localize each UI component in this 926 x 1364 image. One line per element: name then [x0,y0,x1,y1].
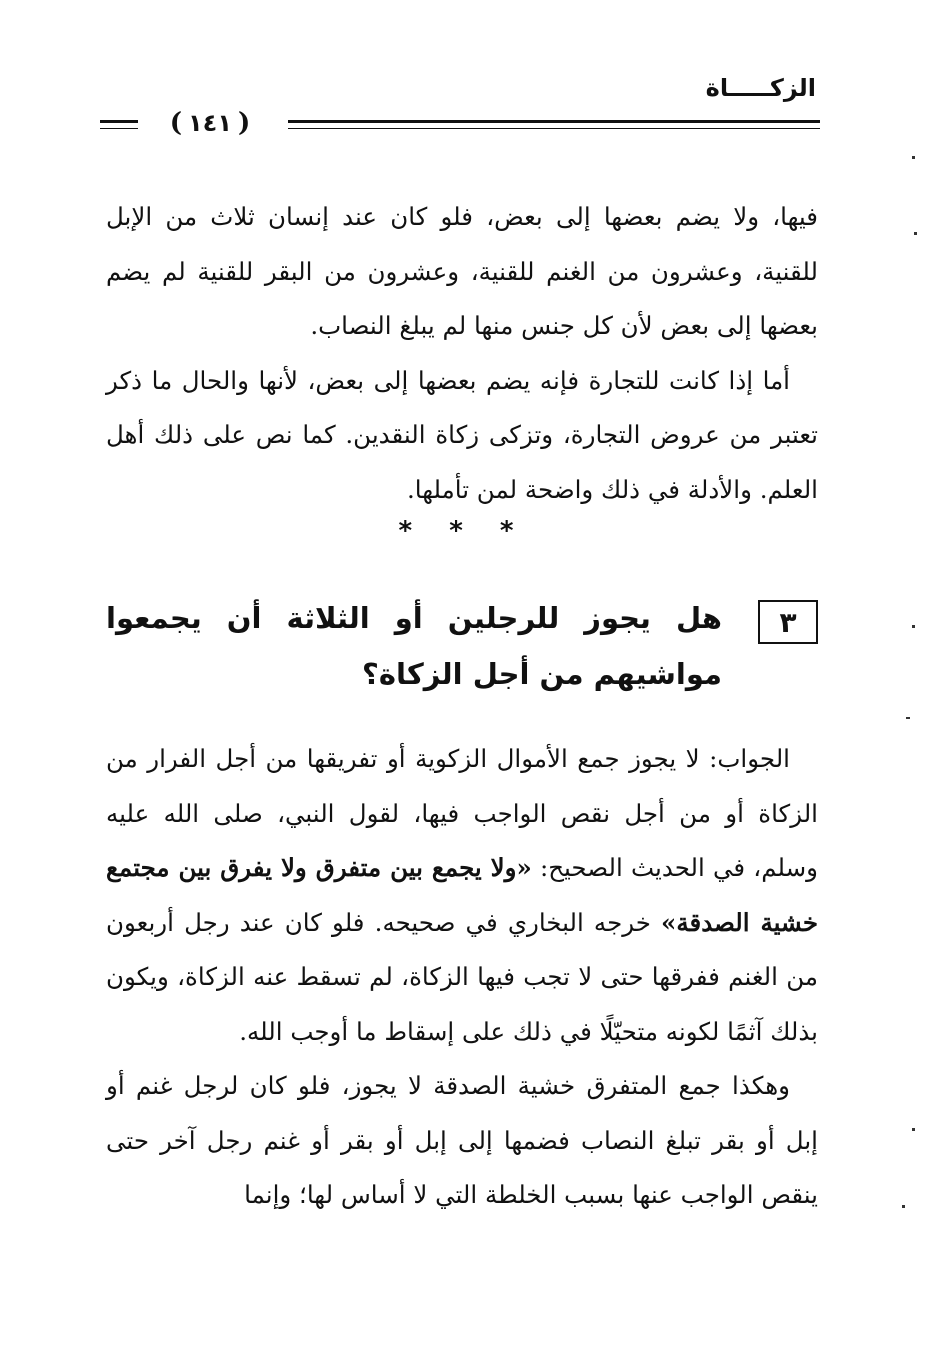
question-heading [106,590,818,702]
body-text-top [106,190,818,517]
header-rule-right [288,120,820,129]
page-number-paren-open: ( [169,108,183,138]
header-rule [100,108,820,140]
margin-speck [906,717,910,719]
margin-speck [902,1205,905,1208]
paragraph-4: وهكذا جمع المتفرق خشية الصدقة لا يجوز، فلو كان لرجل غنم أو إبل أو بقر تبلغ النصاب فضمها إلى إبل أو بقر أو غنم رجل آخر حتى ينقص الواجب عنها بسبب الخلطة التي لا أساس لها؛ وإنما [106,1071,818,1209]
header-rule-left [100,120,138,129]
margin-speck [912,1128,915,1131]
section-separator: * * * [398,516,528,546]
question-number-box: ٣ [758,600,818,644]
question-text: هل يجوز للرجلين أو الثلاثة أن يجمعوا مواشيهم من أجل الزكاة؟ [106,601,722,691]
answer-continuation: خرجه البخاري في صحيحه. فلو كان عند رجل أربعون من الغنم ففرقها حتى لا تجب فيها الزكاة، لم تسقط عنه الزكاة، ويكون بذلك آثمًا لكونه متحيّلًا في ذلك على إسقاط ما أوجب الله. [106,907,818,1046]
page-number-paren-close: ) [237,108,251,138]
margin-speck [914,232,917,235]
paragraph-2: أما إذا كانت للتجارة فإنه يضم بعضها إلى بعض، لأنها والحال ما ذكر تعتبر من عروض التجارة، وتزكى زكاة النقدين. كما نص على ذلك أهل العلم. والأدلة في ذلك واضحة لمن تأملها. [106,365,818,504]
body-text-answer [106,732,818,1223]
page-number: ١٤١ [188,109,232,137]
page-number-badge [140,108,280,138]
running-title: الزكـــــاة [705,74,816,102]
paragraph-1: فيها، ولا يضم بعضها إلى بعض، فلو كان عند إنسان ثلاث من الإبل للقنية، وعشرون من الغنم للقنية، وعشرون من البقر للقنية لم يضم بعضها إلى بعض لأن كل جنس منها لم يبلغ النصاب. [106,202,818,340]
hadith-quote: «ولا يجمع بين متفرق ولا يفرق بين مجتمع خشية الصدقة» [106,853,818,937]
margin-speck [912,625,915,628]
answer-intro: الجواب: لا يجوز جمع الأموال الزكوية أو تفريقها من أجل الفرار من الزكاة أو من أجل نقص الواجب فيها، لقول النبي، صلى الله عليه وسلم، في الحديث الصحيح: [106,744,818,882]
answer-paragraph [106,732,818,1059]
margin-speck [912,156,915,159]
